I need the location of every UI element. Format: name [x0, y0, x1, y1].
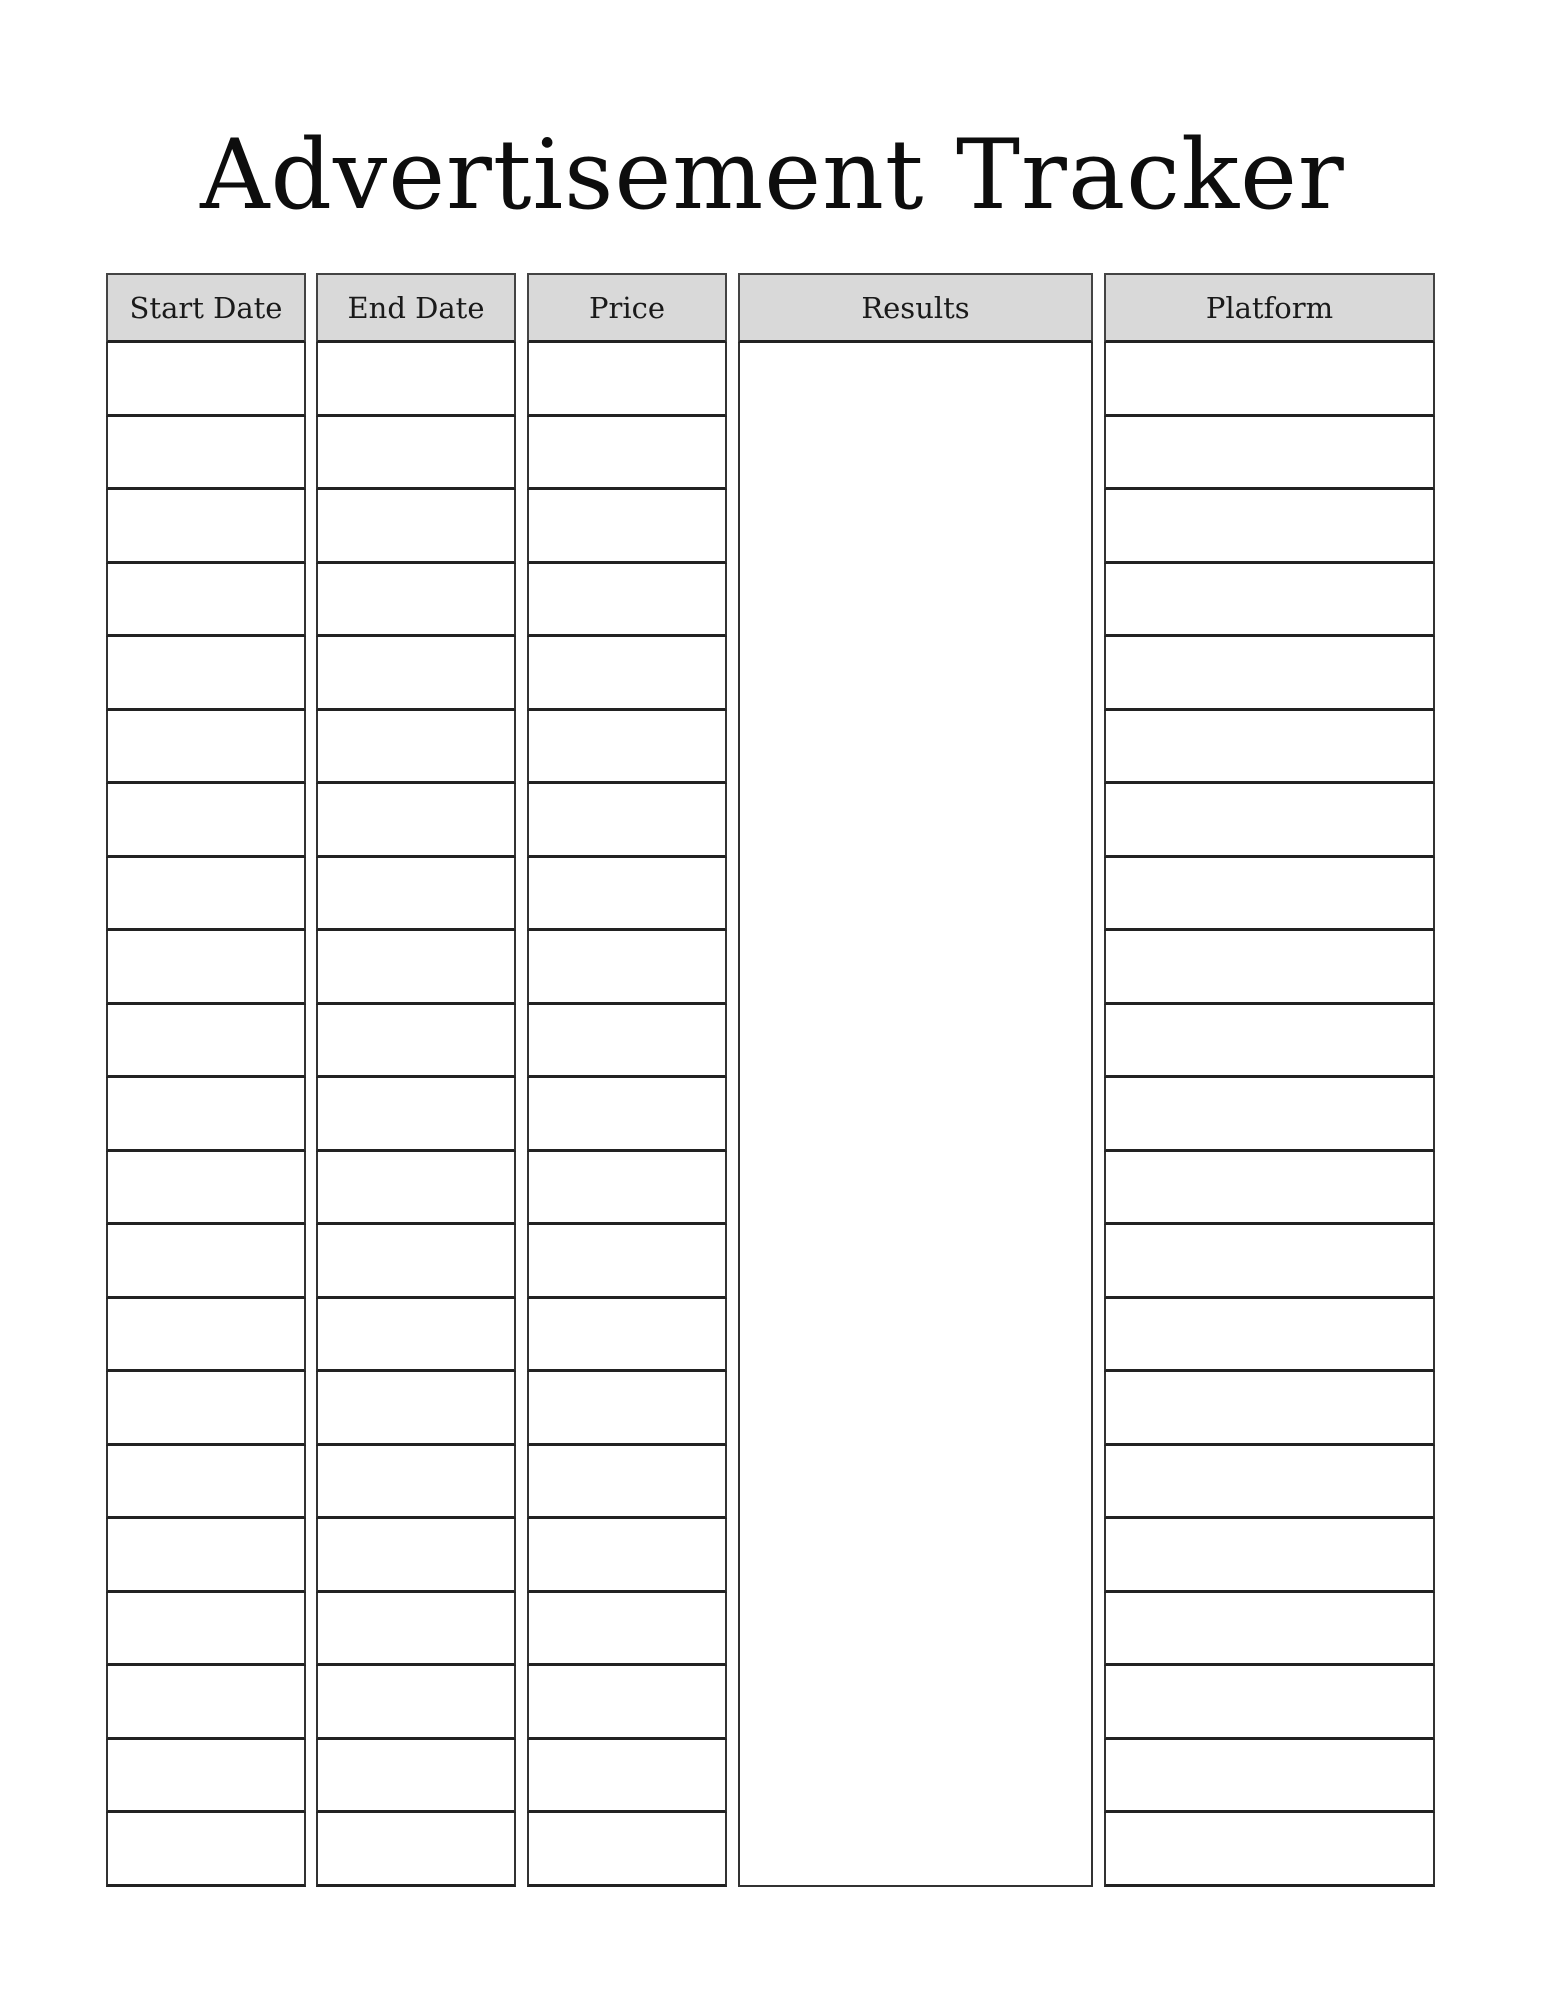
table-cell[interactable] [527, 1152, 727, 1226]
table-cell[interactable] [106, 564, 306, 638]
table-cell[interactable] [316, 637, 516, 711]
table-cell[interactable] [106, 1446, 306, 1520]
table-cell[interactable] [527, 1005, 727, 1079]
table-cell[interactable] [527, 1666, 727, 1740]
table-cell[interactable] [316, 490, 516, 564]
table-cell[interactable] [106, 1152, 306, 1226]
table-cell[interactable] [1104, 1446, 1435, 1520]
column-header-end-date: End Date [316, 273, 516, 343]
price-rows [527, 343, 727, 1887]
table-cell[interactable] [1104, 490, 1435, 564]
table-cell[interactable] [1104, 1152, 1435, 1226]
table-cell[interactable] [106, 1299, 306, 1373]
table-cell[interactable] [106, 1666, 306, 1740]
table-cell[interactable] [316, 1446, 516, 1520]
table-cell[interactable] [527, 1078, 727, 1152]
column-platform [1104, 273, 1435, 1887]
table-cell[interactable] [527, 637, 727, 711]
table-cell[interactable] [527, 784, 727, 858]
column-header-results: Results [738, 273, 1093, 343]
column-start-date [106, 273, 306, 1887]
column-results [738, 273, 1093, 1887]
column-header-price: Price [527, 273, 727, 343]
table-cell[interactable] [1104, 343, 1435, 417]
table-cell[interactable] [1104, 858, 1435, 932]
table-cell[interactable] [106, 1740, 306, 1814]
table-cell[interactable] [1104, 1813, 1435, 1887]
column-header-platform: Platform [1104, 273, 1435, 343]
table-cell[interactable] [316, 931, 516, 1005]
table-cell[interactable] [1104, 931, 1435, 1005]
table-cell[interactable] [106, 931, 306, 1005]
table-cell[interactable] [527, 858, 727, 932]
table-cell[interactable] [527, 1519, 727, 1593]
table-cell[interactable] [527, 564, 727, 638]
table-cell[interactable] [316, 1078, 516, 1152]
table-cell[interactable] [1104, 1005, 1435, 1079]
table-cell[interactable] [316, 1005, 516, 1079]
table-cell[interactable] [527, 711, 727, 785]
table-cell[interactable] [316, 343, 516, 417]
table-cell[interactable] [316, 1225, 516, 1299]
table-cell[interactable] [1104, 637, 1435, 711]
table-cell[interactable] [316, 711, 516, 785]
start-date-rows [106, 343, 306, 1887]
table-cell[interactable] [106, 490, 306, 564]
table-cell[interactable] [316, 784, 516, 858]
table-cell[interactable] [527, 343, 727, 417]
results-box[interactable] [738, 343, 1093, 1887]
table-cell[interactable] [527, 1740, 727, 1814]
table-cell[interactable] [106, 1372, 306, 1446]
table-cell[interactable] [316, 564, 516, 638]
table-cell[interactable] [1104, 1593, 1435, 1667]
table-cell[interactable] [1104, 1078, 1435, 1152]
table-cell[interactable] [316, 1666, 516, 1740]
table-cell[interactable] [316, 1152, 516, 1226]
table-cell[interactable] [316, 1372, 516, 1446]
table-cell[interactable] [106, 343, 306, 417]
table-cell[interactable] [106, 784, 306, 858]
table-cell[interactable] [106, 417, 306, 491]
table-cell[interactable] [106, 711, 306, 785]
table-cell[interactable] [316, 1740, 516, 1814]
table-cell[interactable] [106, 1005, 306, 1079]
table-cell[interactable] [1104, 1372, 1435, 1446]
page-title: Advertisement Tracker [200, 119, 1345, 231]
table-cell[interactable] [1104, 1666, 1435, 1740]
table-cell[interactable] [316, 417, 516, 491]
table-cell[interactable] [316, 1593, 516, 1667]
table-cell[interactable] [1104, 1740, 1435, 1814]
table-cell[interactable] [1104, 1225, 1435, 1299]
table-cell[interactable] [527, 1299, 727, 1373]
table-cell[interactable] [316, 1299, 516, 1373]
table-cell[interactable] [106, 637, 306, 711]
table-cell[interactable] [316, 858, 516, 932]
table-cell[interactable] [527, 1593, 727, 1667]
column-header-start-date: Start Date [106, 273, 306, 343]
column-price [527, 273, 727, 1887]
table-cell[interactable] [527, 1372, 727, 1446]
table-cell[interactable] [1104, 1519, 1435, 1593]
table-cell[interactable] [527, 1446, 727, 1520]
table-cell[interactable] [106, 1519, 306, 1593]
table-cell[interactable] [106, 1225, 306, 1299]
table-cell[interactable] [106, 1593, 306, 1667]
table-cell[interactable] [106, 858, 306, 932]
table-cell[interactable] [1104, 711, 1435, 785]
table-cell[interactable] [527, 1225, 727, 1299]
table-cell[interactable] [1104, 784, 1435, 858]
column-end-date [316, 273, 516, 1887]
table-cell[interactable] [527, 417, 727, 491]
end-date-rows [316, 343, 516, 1887]
table-cell[interactable] [1104, 417, 1435, 491]
table-cell[interactable] [527, 1813, 727, 1887]
platform-rows [1104, 343, 1435, 1887]
table-cell[interactable] [316, 1813, 516, 1887]
table-cell[interactable] [1104, 1299, 1435, 1373]
table-cell[interactable] [106, 1078, 306, 1152]
table-cell[interactable] [1104, 564, 1435, 638]
table-cell[interactable] [527, 931, 727, 1005]
table-cell[interactable] [106, 1813, 306, 1887]
table-cell[interactable] [316, 1519, 516, 1593]
table-cell[interactable] [527, 490, 727, 564]
